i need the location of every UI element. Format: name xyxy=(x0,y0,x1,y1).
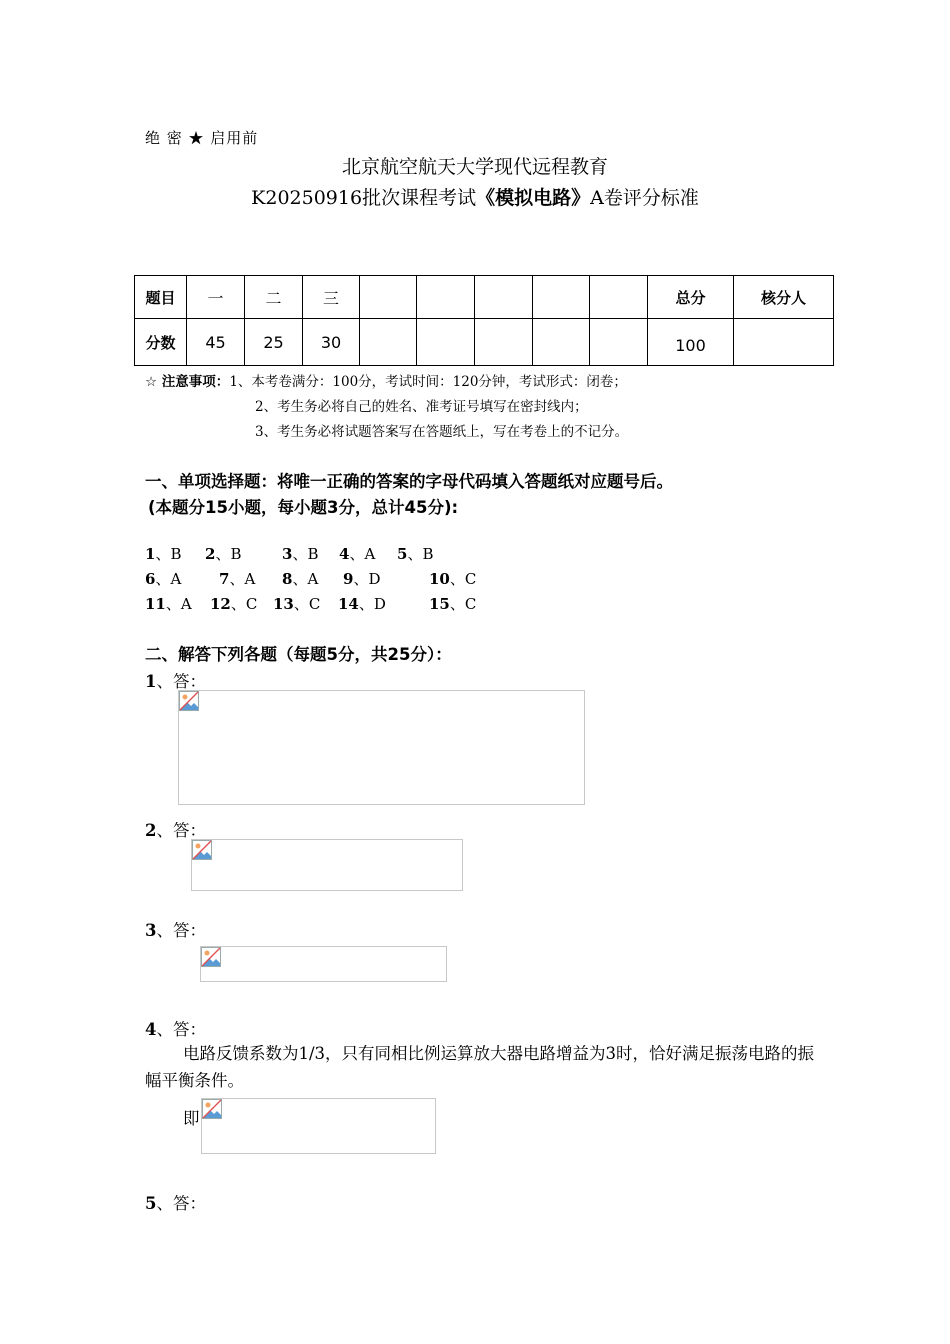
broken-image-icon xyxy=(202,1099,222,1119)
question-4-label: 4、答： xyxy=(145,1020,206,1039)
cell-score-empty xyxy=(360,319,417,366)
answer-2-image xyxy=(191,839,463,891)
answer-item: 8、A xyxy=(282,570,319,588)
cell-score-empty xyxy=(533,319,590,366)
section2-heading: 二、解答下列各题（每题5分，共25分）： xyxy=(145,645,452,664)
notes-line-1-text: 1、本考卷满分：100分，考试时间：120分钟，考试形式：闭卷； xyxy=(229,374,627,390)
section1-heading: 一、单项选择题：将唯一正确的答案的字母代码填入答题纸对应题号后。 xyxy=(145,472,673,491)
answer-item: 5、B xyxy=(397,545,434,563)
question-5-label: 5、答： xyxy=(145,1194,206,1213)
section1-subheading: (本题分15小题，每小题3分，总计45分): xyxy=(148,498,459,517)
answer-item: 7、A xyxy=(219,570,256,588)
cell-score-empty xyxy=(417,319,475,366)
answer-row xyxy=(145,592,545,617)
cell-score-empty xyxy=(590,319,648,366)
cell-score-total: 100 xyxy=(648,319,734,366)
notes-line-2: 2、考生务必将自己的姓名、准考证号填写在密封线内； xyxy=(255,399,588,415)
answer-item: 12、C xyxy=(210,595,258,613)
question-4-answer-text: 电路反馈系数为1/3，只有同相比例运算放大器电路增益为3时，恰好满足振荡电路的振幅平衡条件。 xyxy=(145,1044,815,1090)
answer-item: 2、B xyxy=(205,545,242,563)
answer-item: 6、A xyxy=(145,570,182,588)
answer-item: 15、C xyxy=(429,595,477,613)
cell-score-3: 30 xyxy=(303,319,360,366)
cell-header-empty xyxy=(417,276,475,319)
answer-4-image xyxy=(201,1098,436,1154)
exam-title xyxy=(0,183,950,210)
question-1-label: 1、答： xyxy=(145,672,206,691)
cell-header-1: 一 xyxy=(187,276,245,319)
score-table-header-row xyxy=(135,276,834,319)
question-4-ji: 即 xyxy=(183,1109,200,1128)
answer-item: 13、C xyxy=(273,595,321,613)
cell-header-checker: 核分人 xyxy=(734,276,834,319)
answer-row xyxy=(145,567,545,592)
answer-item: 11、A xyxy=(145,595,192,613)
answer-item: 14、D xyxy=(338,595,386,613)
cell-header-empty xyxy=(590,276,648,319)
cell-header-empty xyxy=(475,276,533,319)
cell-header-empty xyxy=(360,276,417,319)
cell-header-topic: 题目 xyxy=(135,276,187,319)
notes-line-3: 3、考生务必将试题答案写在答题纸上，写在考卷上的不记分。 xyxy=(255,424,629,440)
title-course: 《模拟电路》 xyxy=(476,187,591,209)
cell-score-2: 25 xyxy=(245,319,303,366)
score-table xyxy=(134,275,834,366)
cell-score-empty xyxy=(475,319,533,366)
notes-label: ☆ 注意事项： xyxy=(145,374,230,390)
answer-row xyxy=(145,542,545,567)
answer-1-image xyxy=(178,690,585,805)
cell-score-1: 45 xyxy=(187,319,245,366)
notes-line-1 xyxy=(145,370,628,395)
answer-item: 4、A xyxy=(339,545,376,563)
choice-answers xyxy=(145,542,545,617)
broken-image-icon xyxy=(192,840,212,860)
cell-header-empty xyxy=(533,276,590,319)
score-table-score-row xyxy=(135,319,834,366)
title-suffix: A卷评分标准 xyxy=(590,187,699,209)
university-name: 北京航空航天大学现代远程教育 xyxy=(341,156,608,178)
title-prefix: K20250916批次课程考试 xyxy=(251,187,477,209)
confidential-mark: 绝 密 ★ 启用前 xyxy=(145,129,259,147)
answer-item: 10、C xyxy=(429,570,477,588)
question-3-label: 3、答： xyxy=(145,921,206,940)
question-2-label: 2、答： xyxy=(145,821,206,840)
cell-score-label: 分数 xyxy=(135,319,187,366)
answer-3-image xyxy=(200,946,447,982)
cell-header-total: 总分 xyxy=(648,276,734,319)
answer-item: 1、B xyxy=(145,545,182,563)
cell-header-3: 三 xyxy=(303,276,360,319)
cell-header-2: 二 xyxy=(245,276,303,319)
broken-image-icon xyxy=(179,691,199,711)
cell-score-checker xyxy=(734,319,834,366)
answer-item: 3、B xyxy=(282,545,319,563)
broken-image-icon xyxy=(201,947,221,967)
exam-notes xyxy=(145,370,628,445)
answer-item: 9、D xyxy=(343,570,381,588)
